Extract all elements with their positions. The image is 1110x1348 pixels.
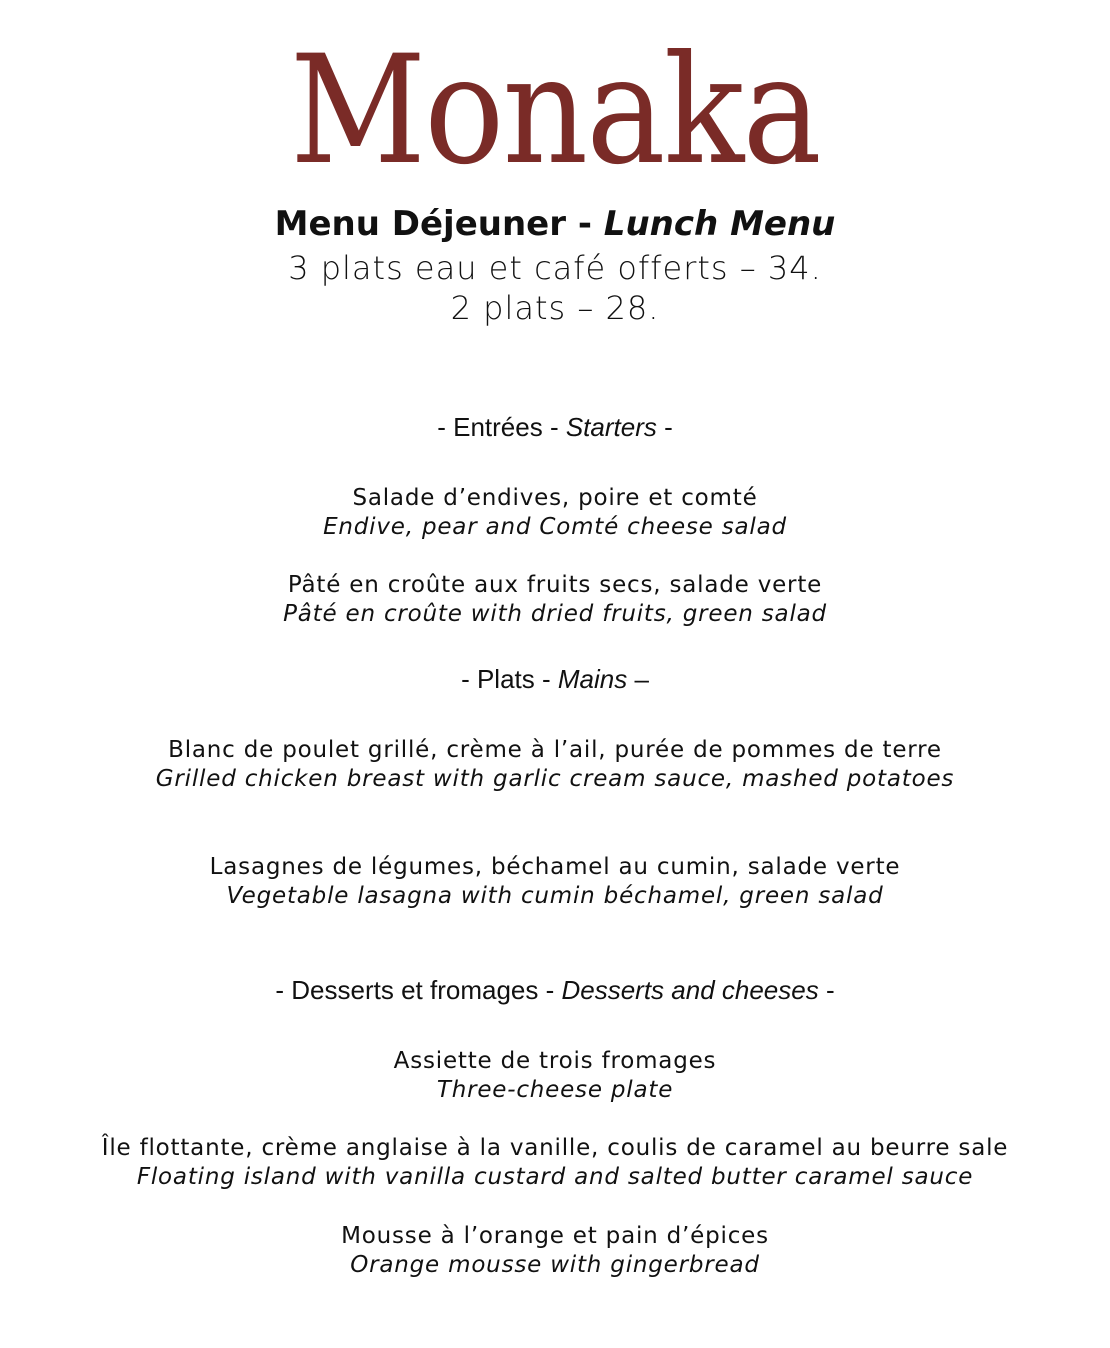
section-title-fr: - Desserts et fromages -	[275, 975, 562, 1005]
menu-title-fr: Menu Déjeuner -	[274, 204, 604, 244]
dish-name-fr: Île flottante, crème anglaise à la vanille, coulis de caramel au beurre sale	[101, 1135, 1009, 1161]
section-title-suffix: -	[656, 412, 673, 442]
section-title-en: Mains	[557, 664, 628, 694]
dish-dessert-1	[0, 1047, 1110, 1105]
dish-dessert-3	[0, 1222, 1110, 1280]
dish-name-en: Vegetable lasagna with cumin béchamel, green salad	[226, 883, 884, 909]
menu-header	[0, 200, 1110, 328]
dish-name-fr: Pâté en croûte aux fruits secs, salade verte	[287, 572, 823, 598]
dish-name-fr: Blanc de poulet grillé, crème à l’ail, purée de pommes de terre	[168, 737, 942, 763]
section-title-fr: - Plats -	[461, 664, 558, 694]
dish-name-en: Grilled chicken breast with garlic cream sauce, mashed potatoes	[155, 766, 955, 792]
logo	[0, 40, 1110, 170]
dish-name-en: Pâté en croûte with dried fruits, green salad	[283, 601, 827, 627]
dish-starter-1	[0, 484, 1110, 542]
section-title-suffix: –	[627, 664, 649, 694]
section-title-en: Desserts and cheeses	[561, 975, 819, 1005]
dish-name-fr: Salade d’endives, poire et comté	[352, 485, 758, 511]
dish-dessert-2	[0, 1134, 1110, 1192]
price-line-two-courses: 2 plats – 28.	[450, 289, 660, 327]
dish-name-en: Orange mousse with gingerbread	[350, 1252, 760, 1278]
dish-starter-2	[0, 571, 1110, 629]
section-title-starters	[0, 411, 1110, 443]
dish-name-en: Three-cheese plate	[436, 1077, 674, 1103]
logo-wordmark	[275, 40, 835, 170]
section-title-mains	[0, 663, 1110, 695]
dish-name-fr: Lasagnes de légumes, béchamel au cumin, salade verte	[209, 854, 901, 880]
menu-title-en: Lunch Menu	[603, 204, 836, 244]
section-title-en: Starters	[565, 412, 657, 442]
logo-text: Monaka	[290, 40, 820, 170]
section-title-fr: - Entrées -	[437, 412, 566, 442]
dish-name-fr: Assiette de trois fromages	[393, 1048, 717, 1074]
section-title-desserts	[0, 974, 1110, 1006]
menu-title	[0, 200, 1110, 248]
price-line-three-courses: 3 plats eau et café offerts – 34.	[288, 249, 822, 287]
dish-main-2	[0, 853, 1110, 911]
dish-main-1	[0, 736, 1110, 794]
dish-name-fr: Mousse à l’orange et pain d’épices	[341, 1223, 769, 1249]
section-title-suffix: -	[818, 975, 835, 1005]
dish-name-en: Floating island with vanilla custard and salted butter caramel sauce	[136, 1164, 974, 1190]
dish-name-en: Endive, pear and Comté cheese salad	[323, 514, 787, 540]
